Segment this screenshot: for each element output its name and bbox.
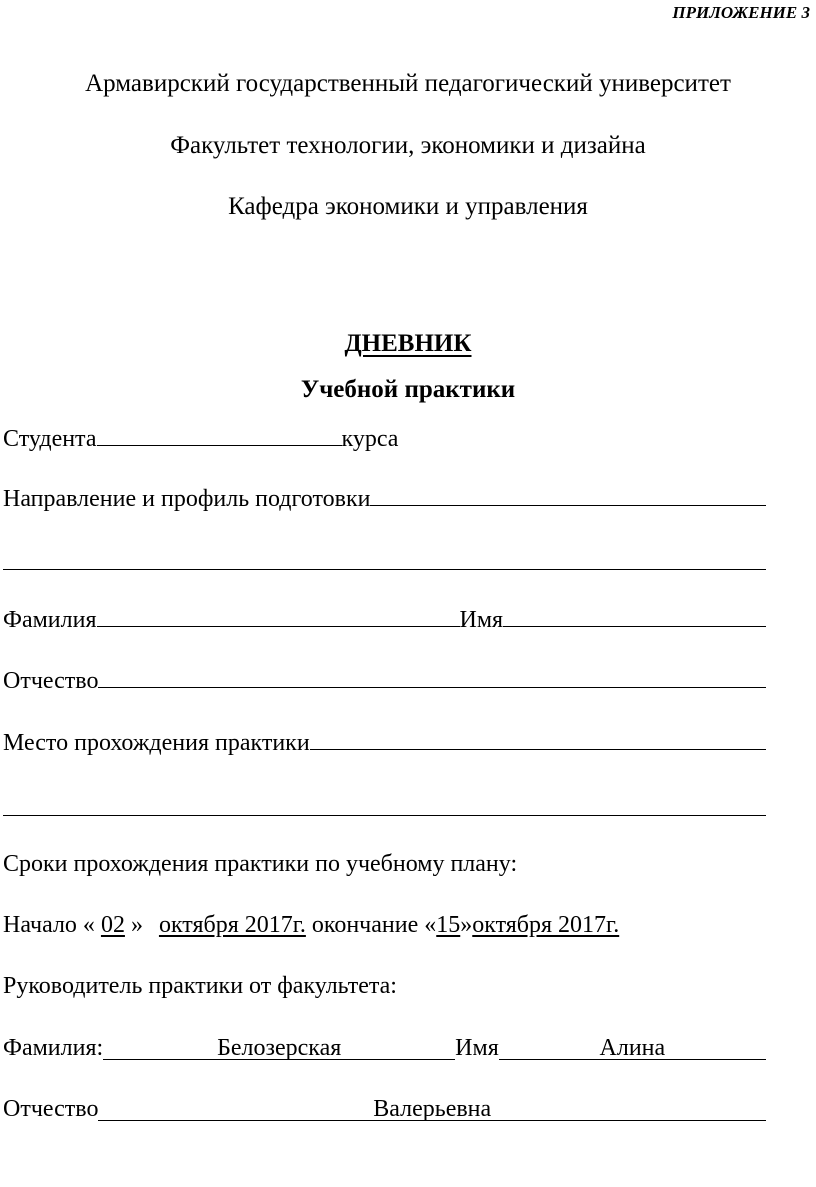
terms-row xyxy=(3,849,766,879)
patronymic-row xyxy=(3,665,766,695)
direction-label: Направление и профиль подготовки xyxy=(3,486,371,512)
document-title: ДНЕВНИК xyxy=(344,330,472,357)
supervisor-name: Алина xyxy=(599,1035,666,1061)
end-label: окончание « xyxy=(311,912,437,938)
department-name: Кафедра экономики и управления xyxy=(228,193,588,220)
start-day-close: » xyxy=(130,912,143,938)
direction-row xyxy=(3,483,766,513)
name-label: Имя xyxy=(459,607,504,633)
course-label: курса xyxy=(341,426,399,452)
supervisor-heading: Руководитель практики от факультета: xyxy=(3,973,397,999)
start-day[interactable]: 02 xyxy=(100,912,125,938)
supervisor-patronymic: Валерьевна xyxy=(373,1096,492,1122)
student-label: Студента xyxy=(3,426,97,452)
surname-label: Фамилия xyxy=(3,607,97,633)
place-field-continued[interactable] xyxy=(3,815,766,816)
start-month-year[interactable]: октября 2017г. xyxy=(158,912,306,938)
dates-row xyxy=(3,910,766,940)
end-day[interactable]: 15 xyxy=(436,912,461,938)
supervisor-name-field[interactable] xyxy=(499,1033,766,1060)
supervisor-surname-field[interactable] xyxy=(103,1033,455,1060)
place-label: Место прохождения практики xyxy=(3,730,310,756)
supervisor-surname-label: Фамилия: xyxy=(3,1035,104,1061)
university-name: Армавирский государственный педагогический университет xyxy=(85,70,731,97)
supervisor-name-label: Имя xyxy=(455,1035,499,1061)
end-day-close: » xyxy=(460,912,473,938)
supervisor-patronymic-field[interactable] xyxy=(98,1094,766,1121)
course-field[interactable] xyxy=(97,423,342,446)
surname-field[interactable] xyxy=(97,604,460,627)
supervisor-name-row xyxy=(3,1033,766,1063)
supervisor-surname: Белозерская xyxy=(217,1035,342,1061)
place-row xyxy=(3,727,766,757)
supervisor-heading-row xyxy=(3,971,766,1001)
start-label: Начало « xyxy=(3,912,95,938)
place-field[interactable] xyxy=(310,727,766,750)
name-field[interactable] xyxy=(503,604,766,627)
student-name-row xyxy=(3,604,766,634)
faculty-name: Факультет технологии, экономики и дизайна xyxy=(170,132,646,159)
end-month-year[interactable]: октября 2017г. xyxy=(472,912,620,938)
supervisor-patronymic-row xyxy=(3,1094,766,1124)
student-course-row xyxy=(3,423,423,453)
appendix-label: ПРИЛОЖЕНИЕ 3 xyxy=(672,3,810,22)
terms-label: Сроки прохождения практики по учебному плану: xyxy=(3,851,518,877)
direction-field-continued[interactable] xyxy=(3,569,766,570)
patronymic-label: Отчество xyxy=(3,668,99,694)
direction-field[interactable] xyxy=(370,483,766,506)
document-subtitle: Учебной практики xyxy=(300,376,516,403)
supervisor-patronymic-label: Отчество xyxy=(3,1096,99,1122)
patronymic-field[interactable] xyxy=(98,665,766,688)
